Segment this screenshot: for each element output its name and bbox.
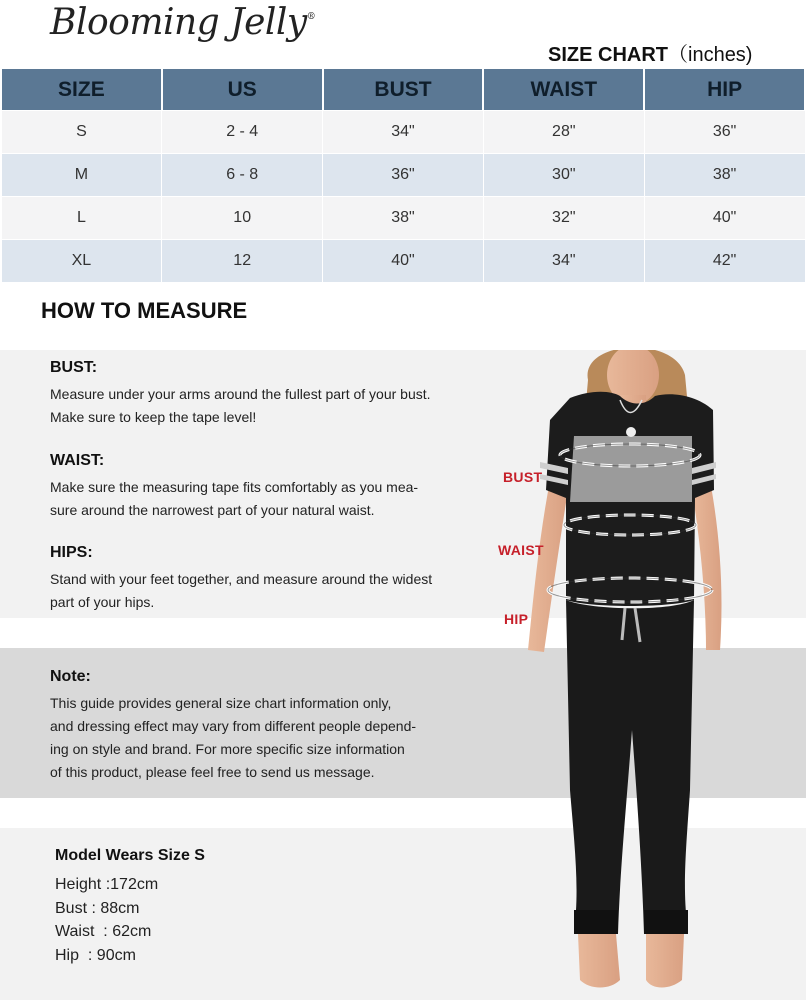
table-cell: 38" — [323, 197, 484, 240]
table-cell: M — [1, 154, 162, 197]
how-to-measure-title: HOW TO MEASURE — [41, 298, 248, 323]
hips-text: Stand with your feet together, and measure around the widest part of your hips. — [50, 571, 433, 610]
waist-instructions — [50, 452, 470, 522]
bust-figure-label: BUST — [503, 469, 543, 485]
table-cell: 10 — [162, 197, 323, 240]
table-cell: L — [1, 197, 162, 240]
model-height: Height :172cm — [55, 876, 159, 893]
table-cell: 34" — [483, 240, 644, 283]
col-header-hip: HIP — [644, 69, 805, 111]
size-chart-table — [0, 69, 806, 282]
col-header-size: SIZE — [1, 69, 162, 111]
col-header-bust: BUST — [323, 69, 484, 111]
waist-text: Make sure the measuring tape fits comfortably as you mea- sure around the narrowest part of your natural waist. — [50, 479, 419, 518]
table-row — [1, 240, 805, 283]
brand-logo — [50, 2, 315, 43]
hip-figure-label: HIP — [504, 611, 529, 627]
waist-figure-label: WAIST — [498, 542, 544, 558]
table-row — [1, 154, 805, 197]
bust-text: Measure under your arms around the fullest part of your bust. Make sure to keep the tape level! — [50, 386, 431, 425]
table-cell: 36" — [323, 154, 484, 197]
registered-mark: ® — [306, 12, 316, 22]
model-figure-illustration — [470, 350, 806, 1000]
table-cell: 42" — [644, 240, 805, 283]
note-text: This guide provides general size chart information only, and dressing effect may vary from different people depend- ing on style and brand. For more specific size information of this product, please feel free to send us message. — [50, 695, 417, 780]
size-chart-title-text: SIZE CHART — [548, 44, 668, 66]
table-cell: 36" — [644, 111, 805, 154]
waist-heading: WAIST: — [50, 452, 105, 469]
table-cell: 2 - 4 — [162, 111, 323, 154]
model-info — [55, 847, 205, 967]
model-size-heading: Model Wears Size S — [55, 847, 205, 864]
col-header-us: US — [162, 69, 323, 111]
bust-heading: BUST: — [50, 359, 98, 376]
table-row — [1, 111, 805, 154]
table-cell: XL — [1, 240, 162, 283]
bust-instructions — [50, 359, 470, 429]
table-cell: S — [1, 111, 162, 154]
hips-heading: HIPS: — [50, 544, 93, 561]
note-section — [50, 668, 470, 784]
brand-name: Blooming Jelly — [50, 2, 307, 43]
table-cell: 34" — [323, 111, 484, 154]
size-chart-unit: （inches) — [668, 44, 753, 66]
table-cell: 32" — [483, 197, 644, 240]
hips-instructions — [50, 544, 470, 614]
table-cell: 40" — [323, 240, 484, 283]
note-heading: Note: — [50, 668, 91, 685]
size-chart-title — [548, 38, 752, 67]
col-header-waist: WAIST — [483, 69, 644, 111]
table-cell: 12 — [162, 240, 323, 283]
model-waist: Waist : 62cm — [55, 923, 152, 940]
model-hip: Hip : 90cm — [55, 946, 136, 964]
table-row — [1, 197, 805, 240]
table-cell: 30" — [483, 154, 644, 197]
table-cell: 38" — [644, 154, 805, 197]
table-cell: 40" — [644, 197, 805, 240]
table-header-row — [1, 69, 805, 111]
model-bust: Bust : 88cm — [55, 899, 140, 917]
table-cell: 6 - 8 — [162, 154, 323, 197]
table-cell: 28" — [483, 111, 644, 154]
